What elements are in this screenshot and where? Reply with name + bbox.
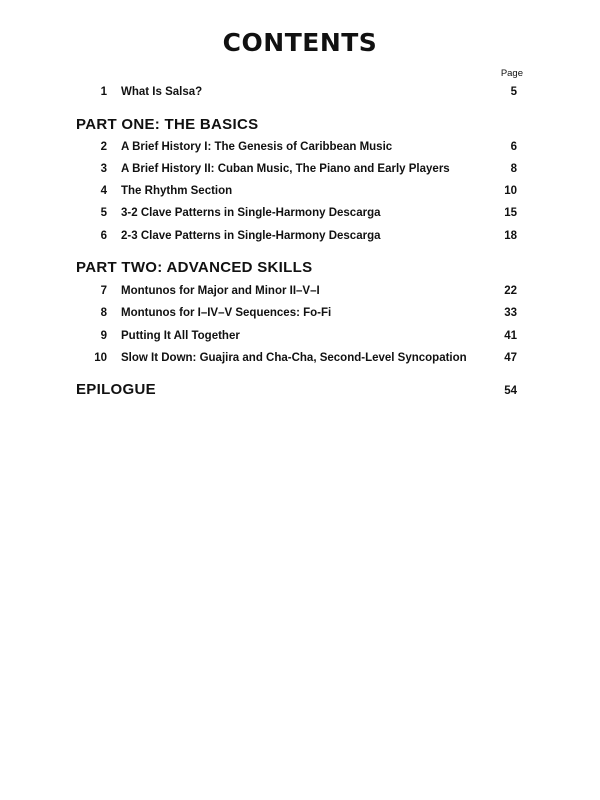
page-number: 47 [504, 352, 517, 364]
chapter-title: The Rhythm Section [121, 185, 233, 197]
chapter-title: What Is Salsa? [121, 86, 203, 98]
chapter-number: 9 [100, 330, 107, 342]
toc-entry-6[interactable] [0, 230, 600, 248]
page-number: 5 [510, 86, 517, 98]
chapter-number: 3 [100, 163, 107, 175]
chapter-number: 6 [100, 230, 107, 242]
chapter-title: Slow It Down: Guajira and Cha-Cha, Second-Level Syncopation [121, 352, 467, 364]
chapter-number: 4 [100, 185, 107, 197]
chapter-title: Putting It All Together [121, 330, 240, 342]
toc-entry-1[interactable] [0, 86, 600, 104]
chapter-number: 5 [100, 207, 107, 219]
chapter-title: A Brief History II: Cuban Music, The Piano and Early Players [121, 163, 450, 175]
page-number: 8 [510, 163, 517, 175]
page-number: 10 [504, 185, 517, 197]
toc-entry-epilogue[interactable] [0, 381, 600, 401]
toc-entry-7[interactable] [0, 285, 600, 303]
page-number: 6 [510, 141, 517, 153]
page-number: 15 [504, 207, 517, 219]
page-title: CONTENTS [222, 28, 378, 57]
chapter-title: 3-2 Clave Patterns in Single-Harmony Descarga [121, 207, 381, 219]
page-number: 54 [504, 385, 517, 397]
chapter-title: Montunos for I–IV–V Sequences: Fo-Fi [121, 307, 332, 319]
part-one-heading: PART ONE: THE BASICS [76, 116, 259, 133]
chapter-title: Montunos for Major and Minor II–V–I [121, 285, 320, 297]
chapter-number: 7 [100, 285, 107, 297]
page-number: 22 [504, 285, 517, 297]
toc-entry-5[interactable] [0, 207, 600, 225]
chapter-number: 2 [100, 141, 107, 153]
chapter-number: 1 [100, 86, 107, 98]
page-number: 18 [504, 230, 517, 242]
toc-entry-4[interactable] [0, 185, 600, 203]
chapter-number: 8 [100, 307, 107, 319]
toc-entry-10[interactable] [0, 352, 600, 370]
toc-entry-3[interactable] [0, 163, 600, 181]
toc-entry-2[interactable] [0, 141, 600, 159]
chapter-title: A Brief History I: The Genesis of Caribbean Music [121, 141, 393, 153]
chapter-number: 10 [94, 352, 107, 364]
page-number: 33 [504, 307, 517, 319]
toc-entry-8[interactable] [0, 307, 600, 325]
epilogue-heading: EPILOGUE [76, 381, 156, 398]
page-number: 41 [504, 330, 517, 342]
page-column-header: Page [500, 68, 523, 79]
chapter-title: 2-3 Clave Patterns in Single-Harmony Descarga [121, 230, 381, 242]
part-two-heading: PART TWO: ADVANCED SKILLS [76, 259, 313, 276]
toc-entry-9[interactable] [0, 330, 600, 348]
